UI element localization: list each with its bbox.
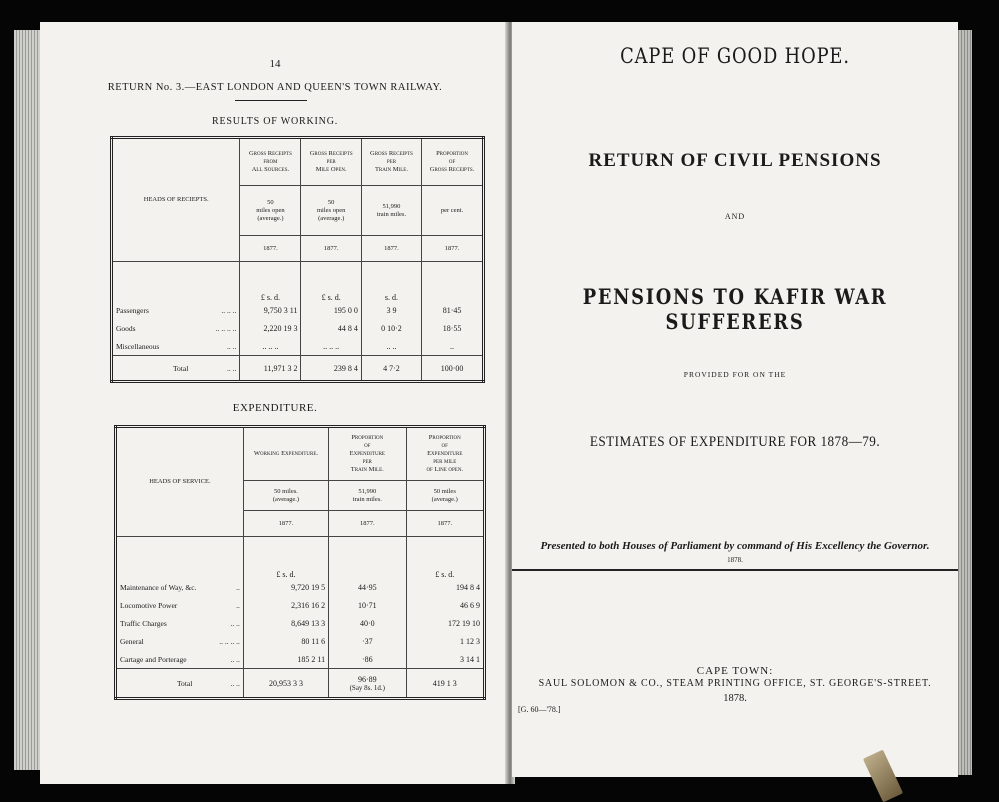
leader-dots: .. .. .. ..: [219, 637, 240, 646]
document-reference: [G. 60—'78.]: [518, 705, 561, 714]
expenditure-col-header: Proportion of Expenditure per mile of Line open.: [406, 427, 484, 481]
row-label: Passengers: [116, 306, 149, 315]
cape-town-imprint: CAPE TOWN:: [696, 665, 774, 677]
receipts-year: 1877.: [301, 236, 361, 262]
heads-of-service: HEADS OF SERVICE.: [116, 427, 244, 537]
estimates-title: ESTIMATES OF EXPENDITURE FOR 1878—79.: [589, 434, 881, 450]
printer-imprint: SAUL SOLOMON & CO., STEAM PRINTING OFFICE, ST. GEORGE'S-STREET.: [538, 678, 932, 689]
cell: .. .. ..: [240, 338, 301, 356]
total-label: Total: [177, 678, 193, 688]
row-label: Traffic Charges: [120, 619, 167, 628]
row-label: Cartage and Porterage: [120, 654, 187, 664]
page-number: 14: [269, 58, 281, 70]
cell: ·37: [329, 633, 406, 651]
receipts-unit: s. d.: [361, 262, 421, 302]
cell: 44·95: [329, 579, 406, 597]
cell: 9,750 3 11: [240, 302, 301, 320]
cell: 172 19 10: [406, 615, 484, 633]
total-label: Total: [173, 363, 189, 373]
left-page: [40, 22, 510, 784]
divider-rule: [512, 569, 958, 571]
receipts-unit: £ s. d.: [301, 262, 361, 302]
table-row: [112, 302, 484, 320]
presented-year: 1878.: [727, 556, 743, 564]
table-row: [116, 633, 485, 651]
leader-dots: .. ..: [230, 678, 240, 688]
cell: 81·45: [422, 302, 484, 320]
expenditure-col-header: Proportion of Expenditure per Train Mile.: [329, 427, 406, 481]
expenditure-unit: £ s. d.: [406, 537, 484, 579]
leader-dots: .. ..: [230, 654, 240, 664]
heads-of-receipts: HEADS OF RECIEPTS.: [112, 138, 240, 262]
cape-of-good-hope-heading: CAPE OF GOOD HOPE.: [620, 44, 850, 68]
receipts-unit: £ s. d.: [240, 262, 301, 302]
row-label: Maintenance of Way, &c.: [120, 583, 197, 592]
cell: 11,971 3 2: [240, 356, 301, 382]
receipts-col-sub: per cent.: [422, 186, 484, 236]
cell: 195 0 0: [301, 302, 361, 320]
return-title: RETURN No. 3.—EAST LONDON AND QUEEN'S TOWN RAILWAY.: [107, 82, 443, 93]
expenditure-year: 1877.: [406, 511, 484, 537]
cell: 44 8 4: [301, 320, 361, 338]
total-row: [116, 669, 485, 699]
expenditure-unit: £ s. d.: [243, 537, 328, 579]
cell: 1 12 3: [406, 633, 484, 651]
expenditure-col-sub: 51,990 train miles.: [329, 481, 406, 511]
cell: 3 9: [361, 302, 421, 320]
cell: 8,649 13 3: [243, 615, 328, 633]
leader-dots: .. ..: [227, 341, 237, 351]
expenditure-table: [114, 425, 486, 700]
expenditure-year: 1877.: [329, 511, 406, 537]
and-text: AND: [724, 212, 746, 221]
cell: 3 14 1: [406, 651, 484, 669]
cell: 239 8 4: [301, 356, 361, 382]
cell: 2,316 16 2: [243, 597, 328, 615]
cell: 4 7·2: [361, 356, 421, 382]
expenditure-year: 1877.: [243, 511, 328, 537]
cell: 185 2 11: [243, 651, 328, 669]
table-row: [112, 338, 484, 356]
receipts-col-header: Gross Receipts per Train Mile.: [361, 138, 421, 186]
cell: 10·71: [329, 597, 406, 615]
cell: .. .. ..: [301, 338, 361, 356]
row-label: Miscellaneous: [116, 341, 160, 351]
receipts-year: 1877.: [422, 236, 484, 262]
receipts-col-sub: 51,990 train miles.: [361, 186, 421, 236]
receipts-year: 1877.: [240, 236, 301, 262]
results-title: RESULTS OF WORKING.: [211, 116, 339, 127]
total-row: [112, 356, 484, 382]
cell: 419 1 3: [406, 669, 484, 699]
leader-dots: .. ..: [227, 363, 237, 373]
receipts-col-sub: 50 miles open (average.): [240, 186, 301, 236]
row-label: Locomotive Power: [120, 601, 178, 610]
receipts-col-header: Gross Receipts per Mile Open.: [301, 138, 361, 186]
civil-pensions-title: RETURN OF CIVIL PENSIONS: [588, 150, 882, 171]
receipts-col-header: Proportion of Gross Receipts.: [422, 138, 484, 186]
cell: 20,953 3 3: [243, 669, 328, 699]
receipts-table: [110, 136, 485, 383]
receipts-col-header: Gross Receipts from All Sources.: [240, 138, 301, 186]
right-page-edges: [956, 30, 972, 775]
receipts-year: 1877.: [361, 236, 421, 262]
expenditure-col-header: Working Expenditure.: [243, 427, 328, 481]
table-row: [112, 320, 484, 338]
cell: 2,220 19 3: [240, 320, 301, 338]
cell: ·86: [329, 651, 406, 669]
table-row: [116, 597, 485, 615]
table-row: [116, 579, 485, 597]
cell: 100·00: [422, 356, 484, 382]
leader-dots: .. .. ..: [221, 306, 237, 315]
leader-dots: ..: [236, 601, 240, 610]
cell: 9,720 19 5: [243, 579, 328, 597]
receipts-col-sub: 50 miles open (average.): [301, 186, 361, 236]
row-label: General: [120, 637, 144, 646]
row-label: Goods: [116, 324, 136, 333]
cell: ..: [422, 338, 484, 356]
cell: 18·55: [422, 320, 484, 338]
provided-text: PROVIDED FOR ON THE: [683, 370, 787, 379]
table-row: [116, 651, 485, 669]
cell: 194 8 4: [406, 579, 484, 597]
cell: .. ..: [361, 338, 421, 356]
table-row: [116, 615, 485, 633]
leader-dots: ..: [236, 583, 240, 592]
leader-dots: .. ..: [230, 619, 240, 628]
cell: 0 10·2: [361, 320, 421, 338]
left-page-edges: [14, 30, 42, 770]
expenditure-col-sub: 50 miles. (average.): [243, 481, 328, 511]
cell: 40·0: [329, 615, 406, 633]
presented-line: Presented to both Houses of Parliament by command of His Excellency the Governor.: [540, 540, 930, 552]
cell: 96·89 (Say 8s. 1d.): [329, 669, 406, 699]
expenditure-title: EXPENDITURE.: [232, 402, 318, 414]
right-page: [512, 22, 958, 777]
title-rule: [235, 100, 307, 101]
imprint-year: 1878.: [723, 693, 747, 704]
cell: 80 11 6: [243, 633, 328, 651]
cell: 46 6 9: [406, 597, 484, 615]
leader-dots: .. .. .. ..: [215, 324, 237, 333]
expenditure-col-sub: 50 miles (average.): [406, 481, 484, 511]
kafir-war-title: PENSIONS TO KAFIR WAR SUFFERERS: [582, 284, 888, 334]
